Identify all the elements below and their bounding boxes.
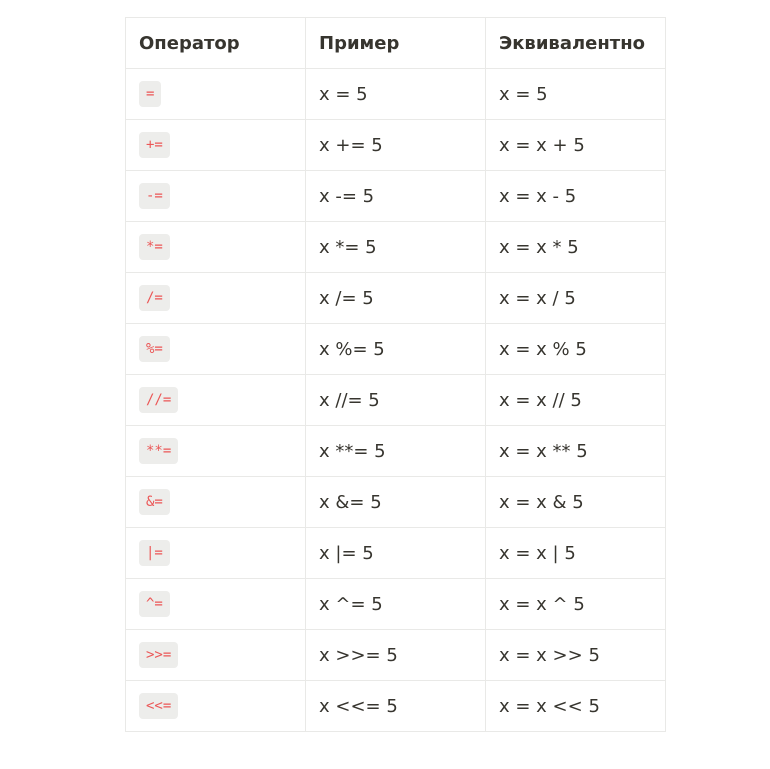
example-cell: x += 5 [306, 120, 486, 171]
operator-code: ^= [139, 591, 170, 617]
example-cell: x ^= 5 [306, 579, 486, 630]
example-cell: x **= 5 [306, 426, 486, 477]
equivalent-cell: x = x << 5 [486, 681, 666, 732]
operator-code: += [139, 132, 170, 158]
table-row [126, 630, 666, 681]
operator-cell [126, 630, 306, 681]
operators-table [125, 17, 666, 732]
table-row [126, 120, 666, 171]
operator-cell [126, 222, 306, 273]
operator-code: *= [139, 234, 170, 260]
example-cell: x &= 5 [306, 477, 486, 528]
equivalent-cell: x = x ^ 5 [486, 579, 666, 630]
equivalent-cell: x = x >> 5 [486, 630, 666, 681]
equivalent-cell: x = x // 5 [486, 375, 666, 426]
operator-cell [126, 681, 306, 732]
equivalent-cell: x = x % 5 [486, 324, 666, 375]
equivalent-cell: x = x - 5 [486, 171, 666, 222]
table-header [126, 18, 666, 69]
equivalent-cell: x = x * 5 [486, 222, 666, 273]
operator-code: >>= [139, 642, 178, 668]
equivalent-cell: x = x ** 5 [486, 426, 666, 477]
header-example: Пример [306, 18, 486, 69]
example-cell: x >>= 5 [306, 630, 486, 681]
example-cell: x = 5 [306, 69, 486, 120]
equivalent-cell: x = x | 5 [486, 528, 666, 579]
operator-cell [126, 69, 306, 120]
table-row [126, 69, 666, 120]
example-cell: x //= 5 [306, 375, 486, 426]
operator-cell [126, 171, 306, 222]
equivalent-cell: x = x + 5 [486, 120, 666, 171]
operator-cell [126, 426, 306, 477]
table-row [126, 324, 666, 375]
operator-cell [126, 120, 306, 171]
operator-code: -= [139, 183, 170, 209]
table-row [126, 375, 666, 426]
table-row [126, 528, 666, 579]
table-row [126, 222, 666, 273]
example-cell: x /= 5 [306, 273, 486, 324]
header-operator: Оператор [126, 18, 306, 69]
example-cell: x %= 5 [306, 324, 486, 375]
operator-cell [126, 477, 306, 528]
operator-code: &= [139, 489, 170, 515]
example-cell: x *= 5 [306, 222, 486, 273]
operator-code: = [139, 81, 161, 107]
header-equivalent: Эквивалентно [486, 18, 666, 69]
equivalent-cell: x = 5 [486, 69, 666, 120]
operator-code: /= [139, 285, 170, 311]
table-row [126, 171, 666, 222]
operator-code: //= [139, 387, 178, 413]
equivalent-cell: x = x & 5 [486, 477, 666, 528]
operator-cell [126, 324, 306, 375]
table-row [126, 273, 666, 324]
operator-cell [126, 273, 306, 324]
table-body [126, 69, 666, 732]
header-row [126, 18, 666, 69]
operator-code: **= [139, 438, 178, 464]
operator-cell [126, 579, 306, 630]
equivalent-cell: x = x / 5 [486, 273, 666, 324]
operator-code: |= [139, 540, 170, 566]
table-row [126, 681, 666, 732]
table-row [126, 426, 666, 477]
table-row [126, 477, 666, 528]
operator-cell [126, 375, 306, 426]
example-cell: x -= 5 [306, 171, 486, 222]
table-row [126, 579, 666, 630]
operator-cell [126, 528, 306, 579]
example-cell: x <<= 5 [306, 681, 486, 732]
operator-code: <<= [139, 693, 178, 719]
operator-code: %= [139, 336, 170, 362]
example-cell: x |= 5 [306, 528, 486, 579]
